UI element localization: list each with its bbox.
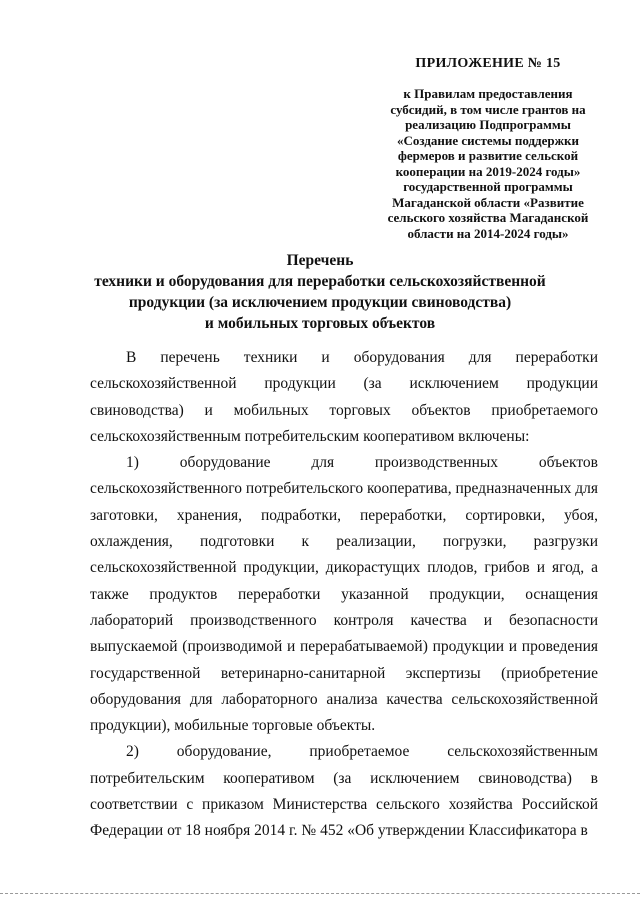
title-line: и мобильных торговых объектов — [204, 315, 436, 332]
appendix-line: фермеров и развитие сельской — [397, 148, 579, 163]
appendix-line: кооперации на 2019-2024 годы» — [395, 163, 581, 179]
title-line: продукции (за исключением продукции свиноводства) — [128, 294, 512, 311]
appendix-line: субсидий, в том числе грантов на — [390, 101, 586, 117]
appendix-subtitle — [368, 86, 608, 241]
list-item-2: 2) оборудование, приобретаемое сельскохозяйственным потребительским кооперативом (за исключением свиноводства) в соответствии с приказом Министерства сельского хозяйства Российской Федерации от 18 ноября 2014 г. № 452 «Об утверждении Классификатора в — [90, 743, 598, 840]
intro-paragraph: В перечень техники и оборудования для переработки сельскохозяйственной продукции (за исключением продукции свиноводства) и мобильных торговых объектов приобретаемого сельскохозяйственным потребительским кооперативом включены: — [90, 349, 598, 445]
document-body — [90, 345, 598, 845]
title-line: Перечень — [286, 252, 354, 269]
appendix-line: «Создание системы поддержки — [396, 132, 580, 148]
appendix-line: области на 2014-2024 годы» — [407, 225, 569, 241]
appendix-header — [368, 56, 608, 241]
title-line: техники и оборудования для переработки сельскохозяйственной — [94, 273, 546, 290]
appendix-line: реализацию Подпрограммы — [405, 117, 571, 132]
appendix-title: ПРИЛОЖЕНИЕ № 15 — [415, 56, 561, 71]
appendix-line: Магаданской области «Развитие — [392, 194, 584, 210]
document-title — [90, 250, 550, 334]
list-item-1: 1) оборудование для производственных объектов сельскохозяйственного потребительского кооператива, предназначенных для заготовки, хранения, подработки, переработки, сортировки, убоя, охлаждения, подготовки к реализации, погрузки, разгрузки сельскохозяйственной продукции, дикорастущих плодов, грибов и ягод, а также продуктов переработки указанной продукции, оснащения лабораторий производственного контроля качества и безопасности выпускаемой (производимой и перерабатываемой) продукции и проведения государственной ветеринарно-санитарной экспертизы (приобретение оборудования для лабораторного анализа качества сельскохозяйственной продукции), мобильные торговые объекты. — [90, 454, 598, 735]
page-bottom-edge — [0, 893, 640, 895]
appendix-line: сельского хозяйства Магаданской — [387, 210, 589, 225]
appendix-line: к Правилам предоставления — [403, 86, 573, 101]
appendix-line: государственной программы — [403, 179, 573, 194]
